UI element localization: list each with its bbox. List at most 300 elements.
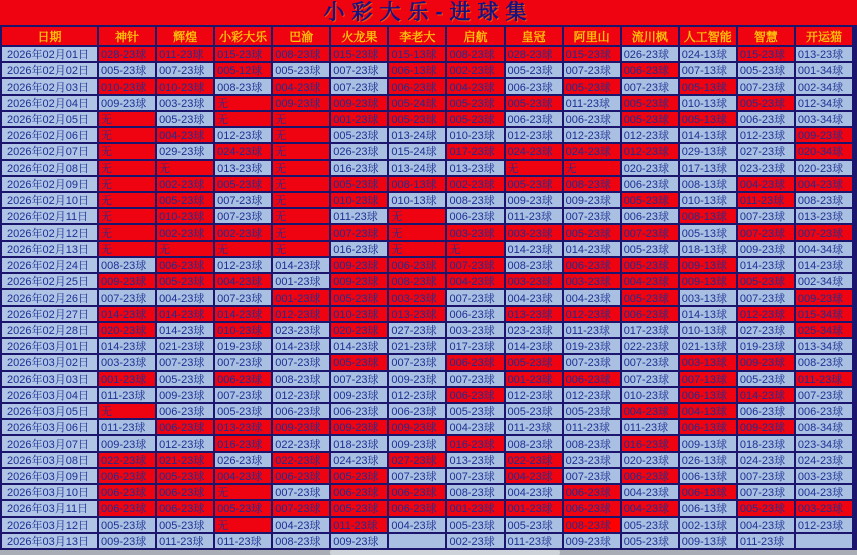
score-cell: 028-23球 [99, 47, 155, 61]
score-cell: 007-23球 [273, 501, 329, 515]
score-cell: 012-23球 [564, 307, 620, 321]
score-cell: 无 [273, 128, 329, 142]
score-cell: 014-23球 [738, 258, 794, 272]
score-cell: 009-13球 [680, 258, 736, 272]
score-cell: 022-23球 [622, 339, 678, 353]
score-cell: 009-23球 [331, 258, 387, 272]
score-cell: 009-23球 [99, 436, 155, 450]
score-cell: 006-13球 [389, 63, 445, 77]
date-cell: 2026年02月10日 [2, 193, 97, 207]
score-cell: 006-23球 [447, 355, 503, 369]
score-cell: 012-23球 [622, 144, 678, 158]
score-cell: 005-23球 [215, 404, 271, 418]
score-cell: 024-23球 [215, 144, 271, 158]
score-cell: 005-23球 [622, 290, 678, 304]
score-cell: 无 [273, 225, 329, 239]
score-cell: 018-13球 [680, 242, 736, 256]
score-cell [796, 534, 852, 548]
score-cell: 013-23球 [215, 161, 271, 175]
score-cell: 004-23球 [622, 274, 678, 288]
score-cell: 006-23球 [564, 112, 620, 126]
date-cell: 2026年03月12日 [2, 518, 97, 532]
score-cell: 011-23球 [331, 209, 387, 223]
score-cell: 012-23球 [622, 128, 678, 142]
date-cell: 2026年02月02日 [2, 63, 97, 77]
score-cell: 003-23球 [796, 501, 852, 515]
score-cell: 007-23球 [447, 290, 503, 304]
score-cell: 004-23球 [215, 274, 271, 288]
score-cell: 008-23球 [796, 193, 852, 207]
score-cell: 005-23球 [564, 79, 620, 93]
score-cell: 018-23球 [738, 436, 794, 450]
score-cell: 022-23球 [273, 436, 329, 450]
score-cell: 007-23球 [564, 63, 620, 77]
score-cell: 020-23球 [99, 323, 155, 337]
column-header: 巴渝 [273, 27, 329, 45]
date-cell: 2026年02月12日 [2, 225, 97, 239]
score-cell: 007-23球 [622, 372, 678, 386]
score-cell: 007-23球 [389, 469, 445, 483]
score-cell: 021-13球 [680, 339, 736, 353]
score-cell: 005-23球 [564, 225, 620, 239]
score-cell: 014-23球 [157, 323, 213, 337]
score-cell: 004-23球 [622, 485, 678, 499]
score-cell: 无 [99, 225, 155, 239]
score-cell: 014-13球 [680, 307, 736, 321]
score-cell: 022-23球 [273, 453, 329, 467]
date-cell: 2026年02月07日 [2, 144, 97, 158]
score-cell: 005-23球 [447, 96, 503, 110]
score-cell: 005-13球 [680, 225, 736, 239]
score-cell: 019-23球 [215, 339, 271, 353]
score-cell: 007-23球 [796, 225, 852, 239]
score-cell: 021-23球 [389, 339, 445, 353]
date-cell: 2026年02月27日 [2, 307, 97, 321]
score-cell: 007-23球 [738, 225, 794, 239]
score-cell: 009-23球 [389, 436, 445, 450]
score-cell: 005-23球 [506, 63, 562, 77]
score-cell: 009-23球 [273, 96, 329, 110]
score-cell: 004-23球 [273, 518, 329, 532]
score-cell: 008-13球 [680, 209, 736, 223]
score-cell: 013-23球 [447, 453, 503, 467]
score-cell: 002-13球 [680, 518, 736, 532]
title-bar [0, 0, 857, 25]
score-cell: 006-23球 [738, 112, 794, 126]
score-cell: 005-23球 [447, 518, 503, 532]
score-cell: 023-23球 [506, 323, 562, 337]
score-cell: 005-23球 [738, 274, 794, 288]
score-cell: 012-23球 [564, 388, 620, 402]
score-cell: 002-23球 [447, 534, 503, 548]
score-cell: 无 [273, 177, 329, 191]
score-cell: 007-23球 [273, 485, 329, 499]
score-cell: 008-23球 [99, 258, 155, 272]
score-cell: 006-13球 [680, 420, 736, 434]
score-cell: 无 [99, 242, 155, 256]
score-cell: 005-23球 [622, 242, 678, 256]
score-cell: 008-23球 [564, 518, 620, 532]
score-cell: 005-23球 [215, 177, 271, 191]
score-cell: 005-23球 [157, 469, 213, 483]
date-cell: 2026年03月11日 [2, 501, 97, 515]
score-cell: 006-23球 [99, 485, 155, 499]
score-cell: 无 [99, 177, 155, 191]
score-cell: 006-23球 [447, 388, 503, 402]
score-cell: 020-23球 [796, 161, 852, 175]
score-cell: 026-23球 [331, 144, 387, 158]
score-cell: 003-23球 [796, 469, 852, 483]
score-cell: 005-23球 [622, 112, 678, 126]
date-cell: 2026年02月26日 [2, 290, 97, 304]
score-cell: 024-13球 [680, 47, 736, 61]
score-cell: 005-23球 [738, 96, 794, 110]
score-cell: 010-23球 [157, 209, 213, 223]
score-cell: 013-23球 [796, 47, 852, 61]
score-cell: 013-24球 [389, 128, 445, 142]
score-cell: 006-23球 [506, 112, 562, 126]
score-cell: 002-34球 [796, 79, 852, 93]
score-cell: 009-23球 [564, 193, 620, 207]
score-cell: 007-23球 [331, 372, 387, 386]
score-cell [389, 534, 445, 548]
score-cell: 010-13球 [680, 193, 736, 207]
score-cell: 无 [564, 161, 620, 175]
score-cell: 004-23球 [157, 128, 213, 142]
score-cell: 001-23球 [331, 112, 387, 126]
score-cell: 023-23球 [564, 453, 620, 467]
date-cell: 2026年02月24日 [2, 258, 97, 272]
score-cell: 006-23球 [564, 501, 620, 515]
score-cell: 006-23球 [447, 209, 503, 223]
score-cell: 006-23球 [331, 404, 387, 418]
score-cell: 024-23球 [506, 144, 562, 158]
score-cell: 013-23球 [215, 420, 271, 434]
score-cell: 010-23球 [622, 388, 678, 402]
score-cell: 005-23球 [389, 112, 445, 126]
horizontal-scrollbar[interactable] [0, 550, 857, 555]
score-cell: 003-13球 [680, 290, 736, 304]
score-cell: 007-23球 [564, 469, 620, 483]
score-cell: 006-23球 [157, 420, 213, 434]
score-cell: 009-23球 [389, 420, 445, 434]
score-cell: 003-23球 [157, 96, 213, 110]
score-cell: 007-23球 [331, 79, 387, 93]
score-cell: 011-23球 [157, 47, 213, 61]
column-header: 启航 [447, 27, 503, 45]
score-cell: 004-23球 [447, 420, 503, 434]
score-cell: 024-23球 [564, 144, 620, 158]
score-cell: 009-23球 [331, 534, 387, 548]
date-cell: 2026年02月13日 [2, 242, 97, 256]
score-cell: 004-23球 [389, 518, 445, 532]
score-cell: 005-23球 [447, 404, 503, 418]
score-cell: 无 [389, 225, 445, 239]
score-cell: 009-13球 [680, 436, 736, 450]
score-cell: 007-23球 [447, 372, 503, 386]
score-cell: 007-23球 [157, 355, 213, 369]
score-cell: 005-23球 [331, 177, 387, 191]
score-cell: 019-23球 [564, 339, 620, 353]
score-cell: 003-23球 [447, 225, 503, 239]
column-header: 李老大 [389, 27, 445, 45]
score-cell: 007-23球 [564, 355, 620, 369]
score-cell: 无 [447, 242, 503, 256]
score-cell: 012-23球 [273, 388, 329, 402]
score-cell: 026-13球 [680, 453, 736, 467]
score-cell: 014-23球 [506, 339, 562, 353]
score-cell: 006-23球 [564, 485, 620, 499]
score-cell: 006-23球 [622, 469, 678, 483]
score-cell: 006-23球 [389, 485, 445, 499]
score-cell: 008-23球 [389, 274, 445, 288]
score-cell: 015-34球 [796, 307, 852, 321]
score-cell: 014-23球 [273, 339, 329, 353]
score-cell: 023-23球 [273, 323, 329, 337]
score-cell: 006-23球 [447, 307, 503, 321]
score-cell: 014-23球 [506, 242, 562, 256]
score-cell: 007-23球 [331, 225, 387, 239]
score-cell: 012-23球 [506, 388, 562, 402]
score-cell: 010-23球 [331, 307, 387, 321]
score-cell: 005-23球 [564, 404, 620, 418]
score-cell: 001-34球 [796, 63, 852, 77]
score-cell: 003-23球 [564, 274, 620, 288]
score-cell: 004-23球 [622, 501, 678, 515]
score-cell: 006-23球 [796, 404, 852, 418]
date-cell: 2026年03月01日 [2, 339, 97, 353]
score-cell: 008-23球 [564, 436, 620, 450]
score-cell: 007-23球 [215, 193, 271, 207]
score-cell: 011-23球 [331, 518, 387, 532]
score-cell: 008-23球 [447, 47, 503, 61]
score-cell: 013-23球 [447, 161, 503, 175]
date-cell: 2026年03月06日 [2, 420, 97, 434]
scrollbar-thumb[interactable] [330, 550, 560, 555]
score-cell: 012-23球 [157, 436, 213, 450]
score-cell: 004-23球 [506, 485, 562, 499]
score-cell: 001-23球 [506, 372, 562, 386]
score-cell: 004-23球 [506, 290, 562, 304]
score-cell: 012-23球 [273, 307, 329, 321]
score-cell: 010-23球 [215, 323, 271, 337]
score-cell: 011-23球 [738, 193, 794, 207]
score-cell: 无 [273, 161, 329, 175]
score-cell: 006-23球 [331, 485, 387, 499]
score-cell: 011-23球 [564, 96, 620, 110]
date-cell: 2026年02月04日 [2, 96, 97, 110]
score-cell: 006-23球 [389, 404, 445, 418]
score-cell: 017-23球 [622, 323, 678, 337]
score-cell: 010-23球 [331, 193, 387, 207]
score-cell: 003-34球 [796, 112, 852, 126]
score-cell: 014-23球 [273, 258, 329, 272]
score-cell: 001-23球 [273, 290, 329, 304]
score-cell: 006-13球 [680, 485, 736, 499]
score-cell: 004-23球 [738, 177, 794, 191]
score-cell: 008-23球 [506, 436, 562, 450]
score-cell: 无 [389, 242, 445, 256]
score-cell: 021-23球 [157, 339, 213, 353]
score-cell: 009-23球 [157, 388, 213, 402]
score-cell: 011-23球 [99, 420, 155, 434]
column-header: 人工智能 [680, 27, 736, 45]
score-cell: 004-23球 [622, 404, 678, 418]
score-cell: 017-13球 [680, 161, 736, 175]
column-header: 流川枫 [622, 27, 678, 45]
score-cell: 无 [99, 144, 155, 158]
score-cell: 014-23球 [99, 307, 155, 321]
score-cell: 013-34球 [796, 339, 852, 353]
score-cell: 004-23球 [447, 274, 503, 288]
score-cell: 008-23球 [447, 193, 503, 207]
score-cell: 无 [215, 518, 271, 532]
score-cell: 005-23球 [157, 193, 213, 207]
score-cell: 017-23球 [447, 144, 503, 158]
date-cell: 2026年02月03日 [2, 79, 97, 93]
score-cell: 005-23球 [157, 372, 213, 386]
score-cell: 无 [157, 161, 213, 175]
score-cell: 025-34球 [796, 323, 852, 337]
score-cell: 007-23球 [331, 63, 387, 77]
score-cell: 005-23球 [215, 501, 271, 515]
score-cell: 027-23球 [738, 323, 794, 337]
score-cell: 012-23球 [215, 128, 271, 142]
score-cell: 016-23球 [215, 436, 271, 450]
score-cell: 007-23球 [447, 469, 503, 483]
score-cell: 020-23球 [622, 453, 678, 467]
date-cell: 2026年02月06日 [2, 128, 97, 142]
score-cell: 006-23球 [564, 258, 620, 272]
score-cell: 005-23球 [506, 518, 562, 532]
score-cell: 004-13球 [680, 404, 736, 418]
score-cell: 005-23球 [622, 534, 678, 548]
date-cell: 2026年03月08日 [2, 453, 97, 467]
score-cell: 005-24球 [389, 96, 445, 110]
score-cell: 010-13球 [680, 96, 736, 110]
date-cell: 2026年02月01日 [2, 47, 97, 61]
score-cell: 007-23球 [796, 388, 852, 402]
score-cell: 012-23球 [215, 258, 271, 272]
score-cell: 012-23球 [796, 518, 852, 532]
score-cell: 012-23球 [738, 307, 794, 321]
score-cell: 011-23球 [506, 209, 562, 223]
score-cell: 023-34球 [796, 436, 852, 450]
score-cell: 012-23球 [564, 128, 620, 142]
score-cell: 002-23球 [447, 63, 503, 77]
score-cell: 014-23球 [796, 258, 852, 272]
score-cell: 005-23球 [157, 274, 213, 288]
score-cell: 003-23球 [389, 290, 445, 304]
score-cell: 005-23球 [506, 404, 562, 418]
score-cell: 004-23球 [738, 518, 794, 532]
date-cell: 2026年02月08日 [2, 161, 97, 175]
score-cell: 005-23球 [273, 63, 329, 77]
score-cell: 024-23球 [796, 453, 852, 467]
column-header: 智慧 [738, 27, 794, 45]
score-cell: 019-23球 [738, 339, 794, 353]
score-cell: 015-24球 [389, 144, 445, 158]
score-cell: 无 [273, 112, 329, 126]
score-cell: 011-23球 [215, 534, 271, 548]
score-cell: 023-23球 [738, 161, 794, 175]
score-cell: 015-23球 [215, 47, 271, 61]
date-cell: 2026年03月10日 [2, 485, 97, 499]
score-cell: 008-23球 [506, 258, 562, 272]
score-cell: 007-23球 [273, 355, 329, 369]
score-cell: 004-23球 [564, 290, 620, 304]
score-cell: 020-34球 [796, 144, 852, 158]
score-cell: 027-23球 [389, 323, 445, 337]
score-cell: 006-23球 [622, 209, 678, 223]
score-cell: 007-23球 [738, 485, 794, 499]
date-cell: 2026年03月02日 [2, 355, 97, 369]
date-cell: 2026年02月11日 [2, 209, 97, 223]
score-cell: 005-12球 [215, 63, 271, 77]
score-cell: 015-23球 [738, 47, 794, 61]
score-cell: 005-23球 [506, 96, 562, 110]
score-cell: 009-23球 [389, 372, 445, 386]
score-cell: 002-23球 [157, 225, 213, 239]
score-cell: 009-23球 [506, 193, 562, 207]
score-cell: 001-23球 [99, 372, 155, 386]
score-cell: 014-23球 [738, 388, 794, 402]
score-cell: 028-23球 [506, 47, 562, 61]
score-cell: 008-23球 [273, 47, 329, 61]
score-cell: 004-23球 [506, 469, 562, 483]
score-cell: 014-13球 [680, 128, 736, 142]
score-cell: 006-23球 [622, 307, 678, 321]
score-cell: 010-23球 [99, 79, 155, 93]
score-cell: 008-23球 [273, 372, 329, 386]
date-cell: 2026年03月04日 [2, 388, 97, 402]
date-cell: 2026年02月09日 [2, 177, 97, 191]
column-header: 皇冠 [506, 27, 562, 45]
score-cell: 018-23球 [331, 436, 387, 450]
score-cell: 005-23球 [331, 469, 387, 483]
score-cell: 021-23球 [157, 453, 213, 467]
score-cell: 007-23球 [447, 258, 503, 272]
score-cell: 009-23球 [738, 242, 794, 256]
score-cell: 006-23球 [389, 501, 445, 515]
score-cell: 009-23球 [796, 128, 852, 142]
score-cell: 005-23球 [622, 193, 678, 207]
score-cell: 无 [273, 242, 329, 256]
score-cell: 007-13球 [680, 372, 736, 386]
score-cell: 014-23球 [157, 307, 213, 321]
score-cell: 012-23球 [506, 128, 562, 142]
score-cell: 022-23球 [506, 453, 562, 467]
score-cell: 无 [157, 242, 213, 256]
score-cell: 002-23球 [447, 177, 503, 191]
column-header: 开运猫 [796, 27, 852, 45]
score-cell: 006-23球 [622, 63, 678, 77]
score-cell: 011-23球 [622, 420, 678, 434]
score-cell: 004-23球 [447, 79, 503, 93]
score-cell: 011-23球 [506, 534, 562, 548]
score-cell: 016-23球 [331, 242, 387, 256]
score-cell: 无 [99, 209, 155, 223]
score-cell: 005-23球 [622, 258, 678, 272]
score-cell: 024-23球 [738, 453, 794, 467]
score-cell: 007-23球 [564, 209, 620, 223]
score-cell: 002-34球 [796, 274, 852, 288]
score-cell: 007-23球 [157, 63, 213, 77]
score-cell: 无 [99, 404, 155, 418]
score-cell: 009-23球 [564, 534, 620, 548]
score-cell: 无 [215, 485, 271, 499]
score-cell: 009-13球 [680, 274, 736, 288]
